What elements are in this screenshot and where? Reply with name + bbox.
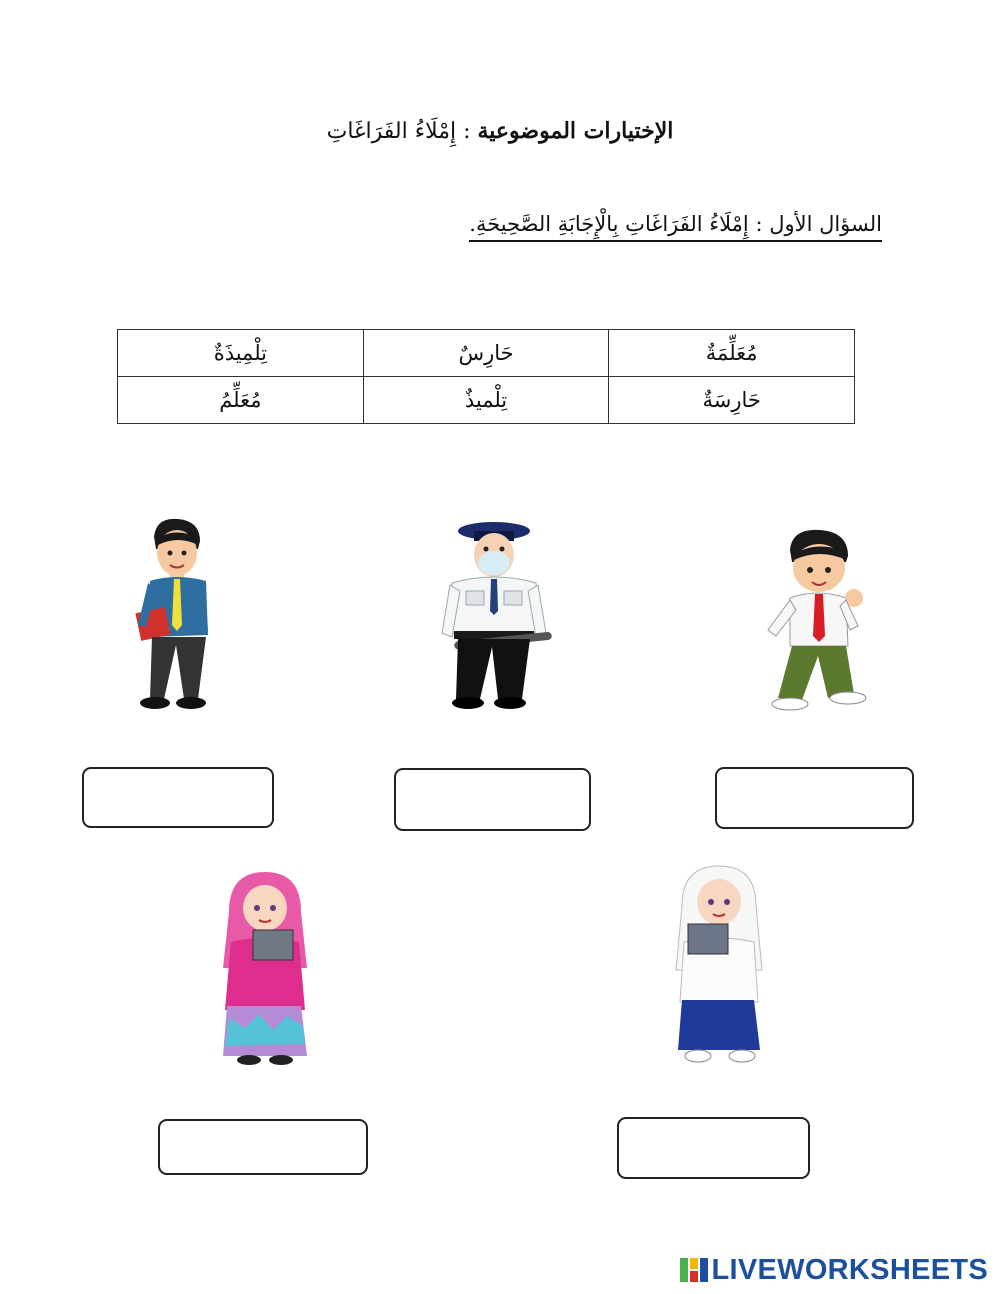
answer-box-student[interactable]: [715, 767, 914, 829]
word-bank-table: [117, 329, 855, 424]
word-cell: حَارِسٌ: [363, 330, 609, 377]
answer-input[interactable]: [717, 769, 916, 829]
answer-input[interactable]: [619, 1119, 812, 1179]
word-cell: مُعَلِّمُ: [118, 377, 364, 424]
answer-input[interactable]: [84, 769, 276, 828]
liveworksheets-logo-icon: [680, 1256, 708, 1284]
female-teacher-illustration: [215, 868, 315, 1068]
answer-input[interactable]: [160, 1121, 370, 1175]
title-bold-part: الإختيارات الموضوعية: [477, 118, 674, 144]
answer-box-teacher[interactable]: [82, 767, 274, 828]
worksheet-title: [0, 118, 1000, 144]
word-cell: حَارِسَةٌ: [609, 377, 855, 424]
answer-box-guard[interactable]: [394, 768, 591, 831]
female-student-illustration: [668, 862, 770, 1072]
table-row: [118, 330, 855, 377]
security-guard-illustration: [430, 515, 560, 715]
male-teacher-illustration: [128, 515, 218, 715]
answer-box-female-teacher[interactable]: [158, 1119, 368, 1175]
question-heading: السؤال الأول : إِمْلَاءُ الفَرَاغَاتِ بِالْإِجَابَةِ الصَّحِيحَةِ.: [469, 212, 882, 242]
word-cell: تِلْميذٌ: [363, 377, 609, 424]
table-row: [118, 377, 855, 424]
title-rest-part: : إِمْلَاءُ الفَرَاغَاتِ: [326, 119, 478, 144]
word-cell: مُعَلِّمَةٌ: [609, 330, 855, 377]
male-student-illustration: [762, 526, 872, 716]
logo-text: LIVEWORKSHEETS: [711, 1253, 988, 1286]
liveworksheets-logo: [680, 1252, 989, 1288]
answer-input[interactable]: [396, 770, 593, 831]
word-cell: تِلْمِيذَةٌ: [118, 330, 364, 377]
answer-box-female-student[interactable]: [617, 1117, 810, 1179]
